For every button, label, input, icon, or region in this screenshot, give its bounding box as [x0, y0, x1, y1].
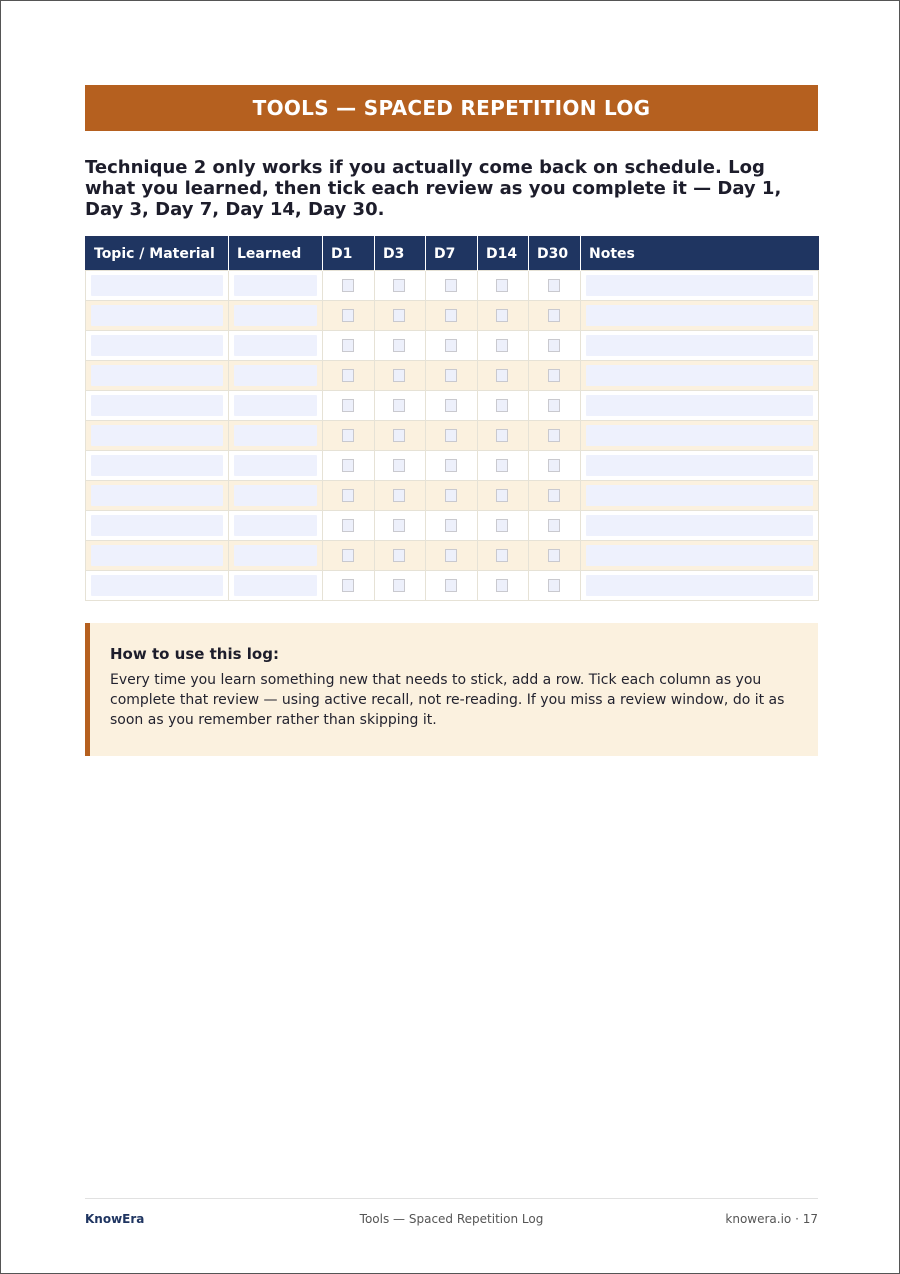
cell-notes: [581, 421, 819, 451]
cell-notes: [581, 511, 819, 541]
d1-review-checkbox[interactable]: [342, 369, 354, 382]
table-body: [86, 271, 819, 601]
cell-topic: [86, 301, 229, 331]
d14-review-checkbox[interactable]: [496, 309, 508, 322]
learned-input[interactable]: [234, 305, 317, 326]
table-row: [86, 271, 819, 301]
cell-d1: [323, 541, 375, 571]
cell-d7: [426, 421, 478, 451]
learned-input[interactable]: [234, 545, 317, 566]
d30-review-checkbox[interactable]: [548, 429, 560, 442]
cell-topic: [86, 271, 229, 301]
cell-notes: [581, 391, 819, 421]
d7-review-checkbox[interactable]: [445, 369, 457, 382]
d3-review-checkbox[interactable]: [393, 459, 405, 472]
d3-review-checkbox[interactable]: [393, 549, 405, 562]
cell-d14: [478, 421, 529, 451]
cell-notes: [581, 301, 819, 331]
intro-paragraph: Technique 2 only works if you actually come back on schedule. Log what you learned, then tick each review as you complete it — Day 1, Day 3, Day 7, Day 14, Day 30.: [85, 157, 782, 220]
cell-notes: [581, 271, 819, 301]
cell-notes: [581, 451, 819, 481]
cell-learned: [229, 361, 323, 391]
d30-review-checkbox[interactable]: [548, 549, 560, 562]
cell-d30: [529, 451, 581, 481]
d1-review-checkbox[interactable]: [342, 519, 354, 532]
d3-review-checkbox[interactable]: [393, 489, 405, 502]
cell-d3: [375, 331, 426, 361]
cell-topic: [86, 331, 229, 361]
cell-d7: [426, 391, 478, 421]
cell-d14: [478, 571, 529, 601]
notes-input[interactable]: [586, 395, 813, 416]
cell-d3: [375, 511, 426, 541]
cell-d14: [478, 391, 529, 421]
cell-topic: [86, 541, 229, 571]
learned-input[interactable]: [234, 515, 317, 536]
d1-review-checkbox[interactable]: [342, 489, 354, 502]
d14-review-checkbox[interactable]: [496, 459, 508, 472]
topic-input[interactable]: [91, 575, 223, 596]
cell-learned: [229, 481, 323, 511]
cell-d3: [375, 571, 426, 601]
cell-d30: [529, 391, 581, 421]
cell-d14: [478, 331, 529, 361]
d7-review-checkbox[interactable]: [445, 339, 457, 352]
column-header-d7: D7: [426, 237, 478, 271]
cell-d30: [529, 541, 581, 571]
notes-input[interactable]: [586, 485, 813, 506]
footer-section-title: Tools — Spaced Repetition Log: [359, 1212, 544, 1226]
cell-d30: [529, 331, 581, 361]
cell-learned: [229, 541, 323, 571]
d30-review-checkbox[interactable]: [548, 459, 560, 472]
section-banner: [85, 85, 818, 131]
cell-learned: [229, 391, 323, 421]
d14-review-checkbox[interactable]: [496, 579, 508, 592]
cell-d14: [478, 511, 529, 541]
cell-d30: [529, 421, 581, 451]
notes-input[interactable]: [586, 575, 813, 596]
table-row: [86, 361, 819, 391]
d7-review-checkbox[interactable]: [445, 429, 457, 442]
cell-d7: [426, 541, 478, 571]
d3-review-checkbox[interactable]: [393, 429, 405, 442]
notes-input[interactable]: [586, 275, 813, 296]
notes-input[interactable]: [586, 425, 813, 446]
d3-review-checkbox[interactable]: [393, 519, 405, 532]
cell-d3: [375, 361, 426, 391]
learned-input[interactable]: [234, 425, 317, 446]
column-header-notes: Notes: [581, 237, 819, 271]
d14-review-checkbox[interactable]: [496, 339, 508, 352]
notes-input[interactable]: [586, 455, 813, 476]
cell-notes: [581, 481, 819, 511]
footer-page-info: knowera.io · 17: [725, 1212, 818, 1226]
cell-d1: [323, 451, 375, 481]
cell-d1: [323, 511, 375, 541]
topic-input[interactable]: [91, 395, 223, 416]
learned-input[interactable]: [234, 335, 317, 356]
cell-topic: [86, 481, 229, 511]
d14-review-checkbox[interactable]: [496, 489, 508, 502]
learned-input[interactable]: [234, 485, 317, 506]
cell-topic: [86, 511, 229, 541]
callout-body: Every time you learn something new that needs to stick, add a row. Tick each column as you complete that review — using active recall, not re-reading. If you miss a review window, do it as soon as you remember rather than skipping it.: [110, 672, 785, 728]
d1-review-checkbox[interactable]: [342, 459, 354, 472]
cell-d7: [426, 481, 478, 511]
column-header-d1: D1: [323, 237, 375, 271]
footer-brand: KnowEra: [85, 1212, 145, 1226]
cell-learned: [229, 451, 323, 481]
d30-review-checkbox[interactable]: [548, 399, 560, 412]
learned-input[interactable]: [234, 395, 317, 416]
d1-review-checkbox[interactable]: [342, 549, 354, 562]
topic-input[interactable]: [91, 455, 223, 476]
d14-review-checkbox[interactable]: [496, 279, 508, 292]
d3-review-checkbox[interactable]: [393, 309, 405, 322]
d1-review-checkbox[interactable]: [342, 429, 354, 442]
d30-review-checkbox[interactable]: [548, 279, 560, 292]
d30-review-checkbox[interactable]: [548, 309, 560, 322]
cell-d1: [323, 271, 375, 301]
cell-d1: [323, 331, 375, 361]
cell-topic: [86, 421, 229, 451]
d3-review-checkbox[interactable]: [393, 279, 405, 292]
topic-input[interactable]: [91, 275, 223, 296]
d3-review-checkbox[interactable]: [393, 339, 405, 352]
cell-d14: [478, 451, 529, 481]
cell-d30: [529, 271, 581, 301]
table-row: [86, 511, 819, 541]
spaced-repetition-table: [85, 236, 819, 601]
column-header-learned: Learned: [229, 237, 323, 271]
d3-review-checkbox[interactable]: [393, 579, 405, 592]
cell-topic: [86, 391, 229, 421]
cell-learned: [229, 421, 323, 451]
cell-d14: [478, 541, 529, 571]
cell-d7: [426, 451, 478, 481]
cell-learned: [229, 571, 323, 601]
learned-input[interactable]: [234, 365, 317, 386]
cell-notes: [581, 331, 819, 361]
table-header-row: [86, 237, 819, 271]
column-header-d14: D14: [478, 237, 529, 271]
banner-title: TOOLS — SPACED REPETITION LOG: [252, 96, 651, 120]
d14-review-checkbox[interactable]: [496, 399, 508, 412]
cell-learned: [229, 511, 323, 541]
table-row: [86, 301, 819, 331]
cell-d3: [375, 481, 426, 511]
d1-review-checkbox[interactable]: [342, 279, 354, 292]
cell-d14: [478, 361, 529, 391]
cell-d14: [478, 481, 529, 511]
learned-input[interactable]: [234, 455, 317, 476]
how-to-callout: [85, 623, 818, 756]
topic-input[interactable]: [91, 425, 223, 446]
d14-review-checkbox[interactable]: [496, 429, 508, 442]
cell-d3: [375, 541, 426, 571]
d7-review-checkbox[interactable]: [445, 399, 457, 412]
cell-topic: [86, 451, 229, 481]
notes-input[interactable]: [586, 335, 813, 356]
cell-notes: [581, 361, 819, 391]
table-row: [86, 481, 819, 511]
cell-d1: [323, 361, 375, 391]
column-header-d3: D3: [375, 237, 426, 271]
cell-d3: [375, 421, 426, 451]
d7-review-checkbox[interactable]: [445, 279, 457, 292]
cell-d14: [478, 301, 529, 331]
table-row: [86, 391, 819, 421]
topic-input[interactable]: [91, 335, 223, 356]
cell-d7: [426, 301, 478, 331]
d7-review-checkbox[interactable]: [445, 309, 457, 322]
cell-d3: [375, 301, 426, 331]
d1-review-checkbox[interactable]: [342, 399, 354, 412]
page-footer: [85, 1212, 818, 1230]
d1-review-checkbox[interactable]: [342, 339, 354, 352]
table-row: [86, 421, 819, 451]
cell-notes: [581, 541, 819, 571]
cell-d14: [478, 271, 529, 301]
d30-review-checkbox[interactable]: [548, 519, 560, 532]
d7-review-checkbox[interactable]: [445, 459, 457, 472]
d14-review-checkbox[interactable]: [496, 519, 508, 532]
learned-input[interactable]: [234, 275, 317, 296]
table-row: [86, 541, 819, 571]
cell-topic: [86, 571, 229, 601]
table-row: [86, 451, 819, 481]
d30-review-checkbox[interactable]: [548, 339, 560, 352]
footer-divider: [85, 1198, 818, 1199]
callout-title: How to use this log:: [110, 645, 279, 663]
cell-d7: [426, 361, 478, 391]
notes-input[interactable]: [586, 545, 813, 566]
learned-input[interactable]: [234, 575, 317, 596]
topic-input[interactable]: [91, 515, 223, 536]
cell-d1: [323, 391, 375, 421]
d14-review-checkbox[interactable]: [496, 549, 508, 562]
cell-d1: [323, 571, 375, 601]
d7-review-checkbox[interactable]: [445, 519, 457, 532]
d30-review-checkbox[interactable]: [548, 369, 560, 382]
cell-d3: [375, 391, 426, 421]
cell-d1: [323, 301, 375, 331]
d1-review-checkbox[interactable]: [342, 309, 354, 322]
table-row: [86, 331, 819, 361]
cell-d3: [375, 271, 426, 301]
notes-input[interactable]: [586, 305, 813, 326]
cell-learned: [229, 331, 323, 361]
cell-d30: [529, 481, 581, 511]
notes-input[interactable]: [586, 515, 813, 536]
topic-input[interactable]: [91, 305, 223, 326]
d3-review-checkbox[interactable]: [393, 369, 405, 382]
table-row: [86, 571, 819, 601]
d7-review-checkbox[interactable]: [445, 489, 457, 502]
cell-d7: [426, 571, 478, 601]
cell-d3: [375, 451, 426, 481]
cell-d7: [426, 271, 478, 301]
d3-review-checkbox[interactable]: [393, 399, 405, 412]
d30-review-checkbox[interactable]: [548, 579, 560, 592]
notes-input[interactable]: [586, 365, 813, 386]
d7-review-checkbox[interactable]: [445, 549, 457, 562]
cell-learned: [229, 271, 323, 301]
cell-topic: [86, 361, 229, 391]
d1-review-checkbox[interactable]: [342, 579, 354, 592]
cell-d7: [426, 331, 478, 361]
cell-notes: [581, 571, 819, 601]
cell-learned: [229, 301, 323, 331]
d30-review-checkbox[interactable]: [548, 489, 560, 502]
cell-d30: [529, 361, 581, 391]
d7-review-checkbox[interactable]: [445, 579, 457, 592]
cell-d30: [529, 301, 581, 331]
cell-d1: [323, 481, 375, 511]
cell-d30: [529, 511, 581, 541]
topic-input[interactable]: [91, 545, 223, 566]
topic-input[interactable]: [91, 485, 223, 506]
topic-input[interactable]: [91, 365, 223, 386]
d14-review-checkbox[interactable]: [496, 369, 508, 382]
column-header-d30: D30: [529, 237, 581, 271]
cell-d30: [529, 571, 581, 601]
column-header-topic: Topic / Material: [86, 237, 229, 271]
cell-d1: [323, 421, 375, 451]
cell-d7: [426, 511, 478, 541]
